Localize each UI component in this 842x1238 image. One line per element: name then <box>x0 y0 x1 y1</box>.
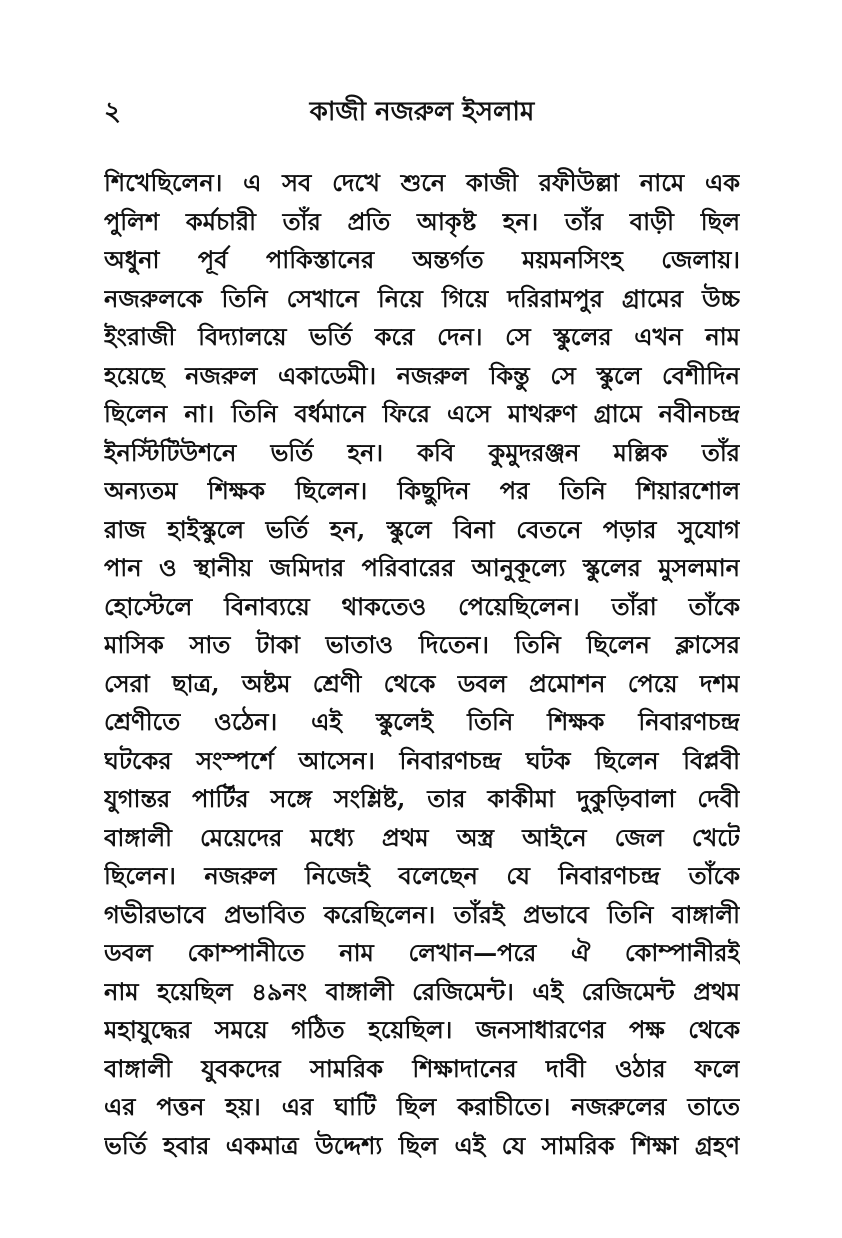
text-line: শ্রেণীতে ওঠেন। এই স্কুলেই তিনি শিক্ষক নিবারণচন্দ্র <box>104 707 740 736</box>
text-line: মাসিক সাত টাকা ভাতাও দিতেন। তিনি ছিলেন ক্লাসের <box>104 630 740 659</box>
page-header <box>104 92 740 132</box>
text-line: বাঙ্গালী যুবকদের সামরিক শিক্ষাদানের দাবী ওঠার ফলে <box>104 1053 740 1083</box>
body-text <box>104 164 740 1165</box>
text-line: এর পত্তন হয়। এর ঘাটি ছিল করাচীতে। নজরুলের তাতে <box>104 1092 740 1121</box>
text-line: ইংরাজী বিদ্যালয়ে ভর্তি করে দেন। সে স্কুলের এখন নাম <box>104 322 740 351</box>
page-number: ২ <box>104 97 121 127</box>
text-line: হোস্টেলে বিনাব্যয়ে থাকতেও পেয়েছিলেন। তাঁরা তাঁকে <box>104 591 740 621</box>
text-line: শিখেছিলেন। এ সব দেখে শুনে কাজী রফীউল্লা নামে এক <box>104 168 740 197</box>
text-line: পান ও স্থানীয় জমিদার পরিবারের আনুকূল্যে স্কুলের মুসলমান <box>104 553 740 582</box>
text-line: ইনস্টিটিউশনে ভর্তি হন। কবি কুমুদরঞ্জন মল্লিক তাঁর <box>104 437 740 467</box>
text-line: পুলিশ কর্মচারী তাঁর প্রতি আকৃষ্ট হন। তাঁর বাড়ী ছিল <box>104 206 740 236</box>
text-line: সেরা ছাত্র, অষ্টম শ্রেণী থেকে ডবল প্রমোশন পেয়ে দশম <box>104 668 740 698</box>
text-line: ডবল কোম্পানীতে নাম লেখান—পরে ঐ কোম্পানীরই <box>104 938 740 967</box>
text-line: ঘটকের সংস্পর্শে আসেন। নিবারণচন্দ্র ঘটক ছিলেন বিপ্লবী <box>104 745 740 775</box>
running-title: কাজী নজরুল ইসলাম <box>309 97 535 127</box>
text-line: অধুনা পূর্ব পাকিস্তানের অন্তর্গত ময়মনসিংহ জেলায়। <box>104 245 740 274</box>
text-line: রাজ হাইস্কুলে ভর্তি হন, স্কুলে বিনা বেতনে পড়ার সুযোগ <box>104 514 740 544</box>
text-line: নজরুলকে তিনি সেখানে নিয়ে গিয়ে দরিরামপুর গ্রামের উচ্চ <box>104 283 740 313</box>
text-line: ভর্তি হবার একমাত্র উদ্দেশ্য ছিল এই যে সামরিক শিক্ষা গ্রহণ <box>104 1130 740 1160</box>
text-line: ছিলেন না। তিনি বর্ধমানে ফিরে এসে মাথরুণ গ্রামে নবীনচন্দ্র <box>104 399 740 428</box>
text-line: গভীরভাবে প্রভাবিত করেছিলেন। তাঁরই প্রভাবে তিনি বাঙ্গালী <box>104 899 740 929</box>
text-line: নাম হয়েছিল ৪৯নং বাঙ্গালী রেজিমেন্ট। এই রেজিমেন্ট প্রথম <box>104 976 740 1006</box>
text-line: মহাযুদ্ধের সময়ে গঠিত হয়েছিল। জনসাধারণের পক্ষ থেকে <box>104 1015 740 1044</box>
text-line: বাঙ্গালী মেয়েদের মধ্যে প্রথম অস্ত্র আইনে জেল খেটে <box>104 822 740 852</box>
text-line: হয়েছে নজরুল একাডেমী। নজরুল কিন্তু সে স্কুলে বেশীদিন <box>104 360 740 390</box>
text-line: যুগান্তর পার্টির সঙ্গে সংশ্লিষ্ট, তার কাকীমা দুকুড়িবালা দেবী <box>104 784 740 813</box>
text-line: অন্যতম শিক্ষক ছিলেন। কিছুদিন পর তিনি শিয়ারশোল <box>104 476 740 505</box>
text-line: ছিলেন। নজরুল নিজেই বলেছেন যে নিবারণচন্দ্র তাঁকে <box>104 861 740 890</box>
